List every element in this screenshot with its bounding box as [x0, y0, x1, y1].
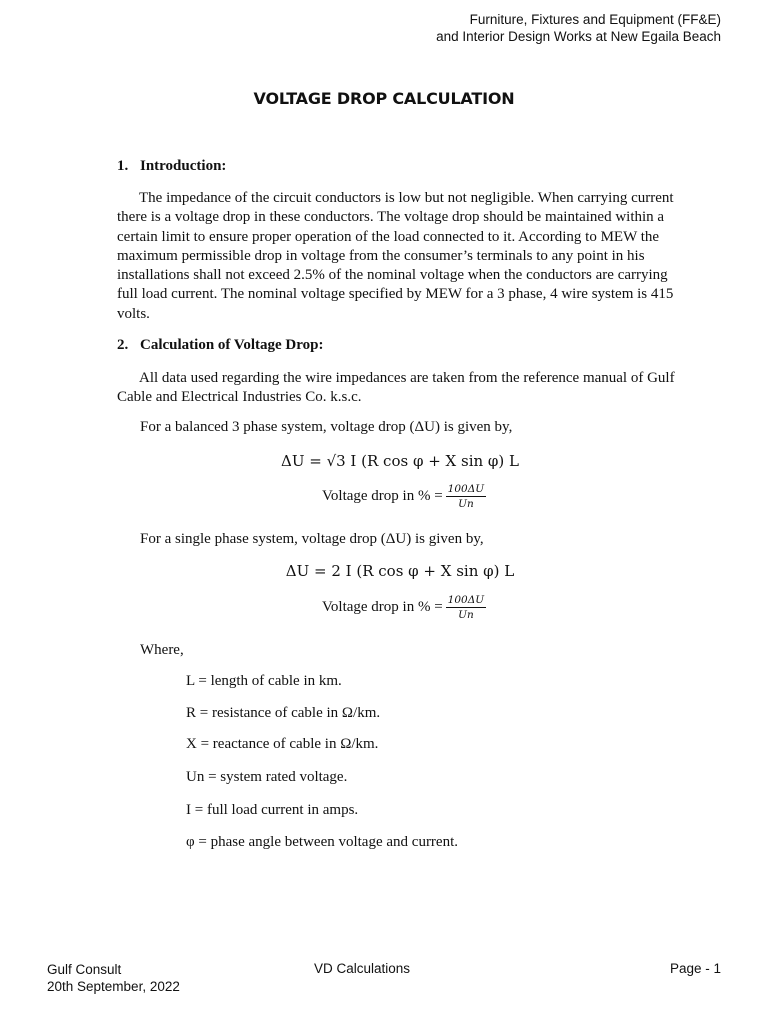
- section-1-title: Introduction:: [140, 158, 227, 174]
- three-phase-percent-label: Voltage drop in % =: [322, 488, 443, 504]
- definition-length: L = length of cable in km.: [186, 673, 342, 689]
- header-project-line-1: Furniture, Fixtures and Equipment (FF&E): [469, 12, 721, 27]
- three-phase-percent-formula: [322, 483, 486, 510]
- three-phase-fraction-denominator: Un: [458, 498, 474, 510]
- single-phase-fraction: [446, 594, 486, 621]
- three-phase-intro: For a balanced 3 phase system, voltage drop (ΔU) is given by,: [140, 419, 513, 435]
- single-phase-percent-formula: [322, 594, 486, 621]
- definition-phase-angle: φ = phase angle between voltage and current.: [186, 834, 459, 850]
- document-title: VOLTAGE DROP CALCULATION: [253, 89, 515, 108]
- single-phase-fraction-denominator: Un: [458, 609, 474, 621]
- three-phase-fraction: [446, 483, 486, 510]
- header-project-line-2: and Interior Design Works at New Egaila Beach: [436, 29, 721, 44]
- single-phase-formula: ΔU = 2 I (R cos φ + X sin φ) L: [285, 562, 515, 580]
- footer-page-number: Page - 1: [669, 961, 721, 976]
- definition-current: I = full load current in amps.: [186, 802, 359, 818]
- calculation-paragraph: All data used regarding the wire impedances are taken from the reference manual of Gulf Cable and Electrical Industries Co. k.s.c.: [117, 370, 675, 406]
- section-2-number: 2.: [117, 337, 129, 353]
- section-2-title: Calculation of Voltage Drop:: [140, 337, 324, 353]
- three-phase-formula: ΔU = √3 I (R cos φ + X sin φ) L: [280, 452, 519, 470]
- introduction-paragraph: The impedance of the circuit conductors is low but not negligible. When carrying current there is a voltage drop in these conductors. The voltage drop should be maintained within a certain limit to ensure proper operation of the load connected to it. According to MEW the maximum permissible drop in voltage from the consumer’s terminals to any point in his installations shall not exceed 2.5% of the nominal voltage when the conductors are carrying full load current. The nominal voltage specified by MEW for a 3 phase, 4 wire system is 415 volts.: [117, 190, 674, 322]
- definition-reactance: X = reactance of cable in Ω/km.: [186, 736, 379, 752]
- footer-document-name: VD Calculations: [314, 961, 411, 976]
- section-1-number: 1.: [117, 158, 129, 174]
- definition-rated-voltage: Un = system rated voltage.: [186, 769, 348, 785]
- footer-date: 20th September, 2022: [47, 979, 180, 994]
- single-phase-percent-label: Voltage drop in % =: [322, 599, 443, 615]
- single-phase-fraction-numerator: 100ΔU: [447, 594, 485, 606]
- footer-company: Gulf Consult: [47, 962, 122, 977]
- definition-resistance: R = resistance of cable in Ω/km.: [186, 705, 381, 721]
- three-phase-fraction-numerator: 100ΔU: [447, 483, 485, 495]
- where-label: Where,: [140, 642, 184, 658]
- single-phase-intro: For a single phase system, voltage drop (ΔU) is given by,: [140, 531, 484, 547]
